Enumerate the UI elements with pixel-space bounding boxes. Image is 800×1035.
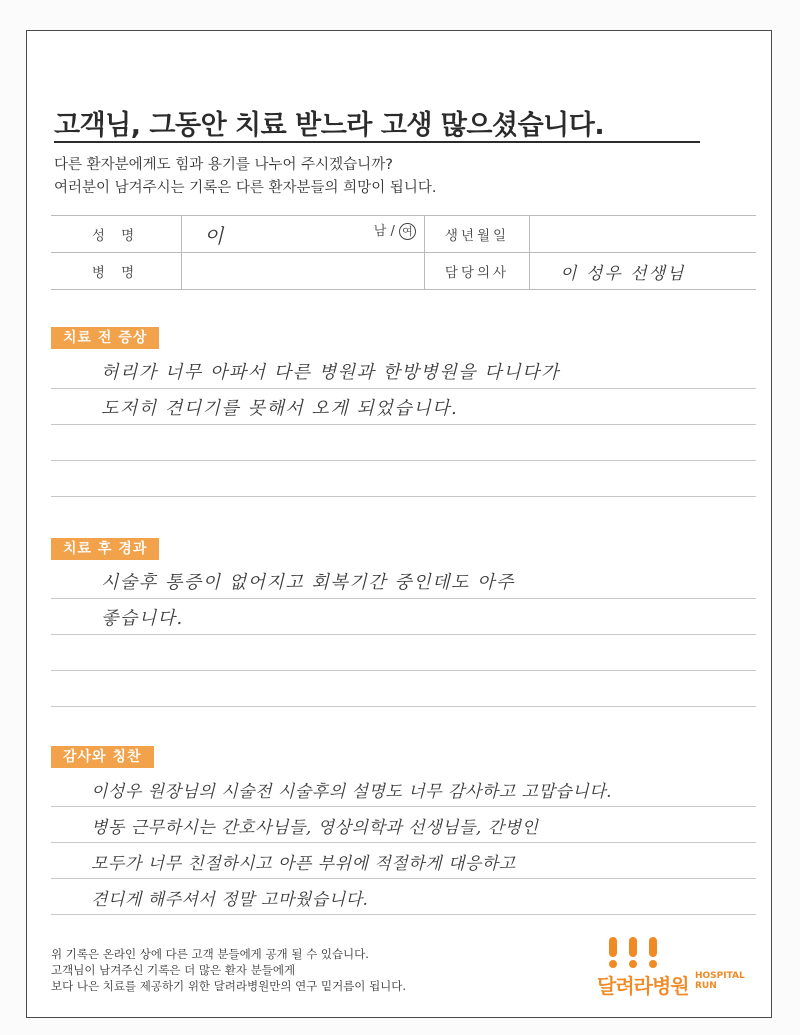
- after-lines[interactable]: [51, 563, 756, 707]
- writing-line: [51, 671, 756, 707]
- form-title: 고객님, 그동안 치료 받느라 고생 많으셨습니다.: [54, 110, 605, 141]
- handwritten-text: 시술후 통증이 없어지고 회복기간 중인데도 아주: [101, 572, 515, 593]
- footer-line: 고객님이 남겨주신 기록은 더 많은 환자 분들에게: [51, 963, 296, 977]
- handwritten-text: 허리가 너무 아파서 다른 병원과 한방병원을 다니다가: [101, 362, 560, 383]
- birth-label: 생년월일: [425, 216, 530, 253]
- writing-line: [51, 843, 756, 879]
- writing-line: [51, 635, 756, 671]
- writing-line: [51, 461, 756, 497]
- handwritten-text: 견디게 해주셔서 정말 고마웠습니다.: [91, 890, 369, 910]
- logo-name-en: [695, 971, 745, 991]
- handwritten-text: 이성우 원장님의 시술전 시술후의 설명도 너무 감사하고 고맙습니다.: [91, 782, 613, 802]
- disease-label: 병 명: [51, 253, 182, 290]
- footer-line: 위 기록은 온라인 상에 다른 고객 분들에게 공개 될 수 있습니다.: [51, 947, 369, 961]
- handwritten-text: 모두가 너무 친절하시고 아픈 부위에 적절하게 대응하고: [91, 854, 516, 874]
- thanks-lines[interactable]: [51, 771, 756, 915]
- gender-selector[interactable]: 남 / 여: [374, 220, 416, 240]
- before-lines[interactable]: [51, 353, 756, 497]
- form-frame: [26, 30, 772, 1018]
- writing-line: [51, 353, 756, 389]
- intro-line: 여러분이 남겨주시는 기록은 다른 환자분들의 희망이 됩니다.: [54, 180, 437, 196]
- name-field[interactable]: [182, 216, 425, 253]
- section-badge-before: 치료 전 증상: [51, 327, 159, 349]
- footer-note: [51, 946, 406, 994]
- name-value: 이: [204, 223, 226, 248]
- handwritten-text: 도저히 견디기를 못해서 오게 되었습니다.: [101, 398, 459, 419]
- logo-en-line: HOSPITAL: [695, 971, 745, 981]
- doctor-value: 이 성우 선생님: [560, 263, 686, 284]
- writing-line: [51, 807, 756, 843]
- intro-line: 다른 환자분에게도 힘과 용기를 나누어 주시겠습니까?: [54, 157, 393, 173]
- handwritten-text: 병동 근무하시는 간호사님들, 영상의학과 선생님들, 간병인: [91, 818, 539, 838]
- doctor-label: 담당의사: [425, 253, 530, 290]
- birth-field[interactable]: [530, 216, 757, 253]
- title-underline: [54, 141, 700, 143]
- writing-line: [51, 879, 756, 915]
- writing-line: [51, 389, 756, 425]
- doctor-field[interactable]: [530, 253, 757, 290]
- section-badge-after: 치료 후 경과: [51, 538, 159, 560]
- handwritten-text: 좋습니다.: [101, 608, 184, 629]
- footer-line: 보다 나은 치료를 제공하기 위한 달려라병원만의 연구 밑거름이 됩니다.: [51, 979, 407, 993]
- intro-text: [54, 154, 436, 200]
- writing-line: [51, 425, 756, 461]
- info-row: [51, 253, 756, 290]
- patient-info-table: [51, 215, 756, 290]
- exclamation-marks-icon: [605, 937, 665, 969]
- hospital-logo: [597, 937, 757, 997]
- info-row: [51, 216, 756, 253]
- disease-field[interactable]: [182, 253, 425, 290]
- logo-en-line: RUN: [695, 981, 717, 991]
- writing-line: [51, 771, 756, 807]
- writing-line: [51, 563, 756, 599]
- gender-selected-mark: 여: [399, 223, 416, 240]
- logo-name-ko: 달려라병원: [597, 974, 689, 998]
- writing-line: [51, 599, 756, 635]
- name-label: 성 명: [51, 216, 182, 253]
- section-badge-thanks: 감사와 칭찬: [51, 746, 154, 768]
